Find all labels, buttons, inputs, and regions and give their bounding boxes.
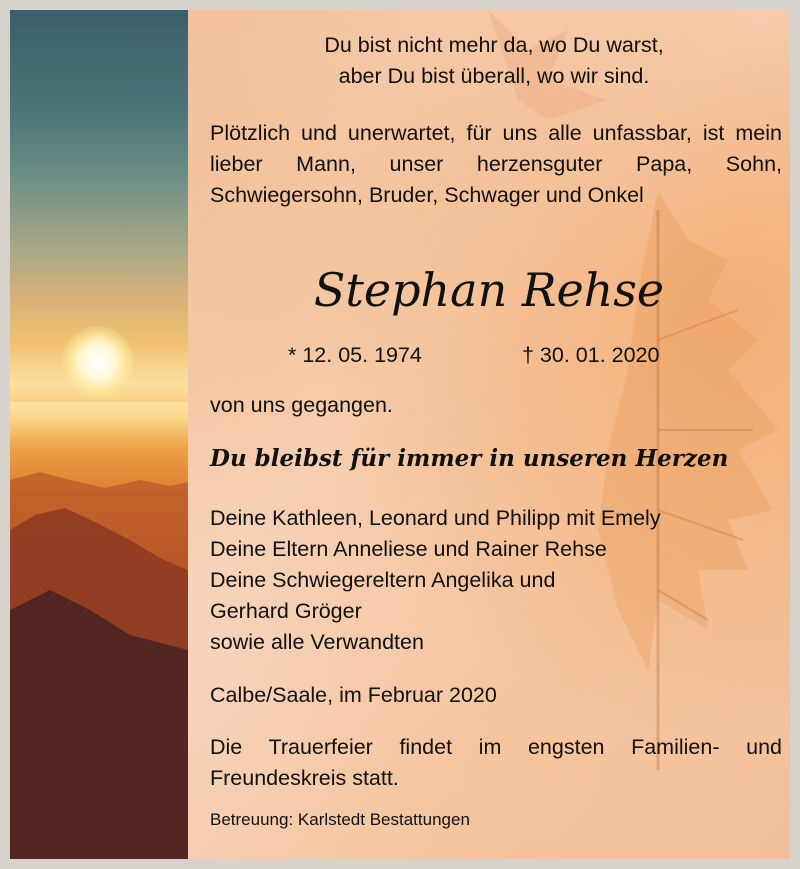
obituary-notice: [10, 10, 790, 859]
mourner-line: Gerhard Gröger: [210, 599, 362, 623]
funeral-service-note: Die Trauerfeier findet im engsten Familien- und Freundeskreis statt.: [210, 735, 782, 790]
deceased-name: Stephan Rehse: [313, 263, 665, 317]
intro-text: Plötzlich und unerwartet, für uns alle unfassbar, ist mein lieber Mann, unser herzensguter Papa, Sohn, Schwiegersohn, Bruder, Schwager und Onkel: [210, 121, 782, 207]
notice-content: [188, 10, 790, 859]
funeral-home-credit: Betreuung: Karlstedt Bestattungen: [210, 810, 470, 829]
memorial-quote: Du bleibst für immer in unseren Herzen: [210, 445, 729, 472]
mourners-list: [210, 503, 661, 658]
motto: [218, 30, 770, 92]
place-date: Calbe/Saale, im Februar 2020: [210, 683, 497, 707]
death-date: † 30. 01. 2020: [522, 343, 660, 367]
mourner-line: Deine Eltern Anneliese und Rainer Rehse: [210, 537, 607, 561]
mourner-line: Deine Kathleen, Leonard und Philipp mit Emely: [210, 506, 661, 530]
sunset-photo: [10, 10, 188, 859]
motto-line: Du bist nicht mehr da, wo Du warst,: [324, 33, 664, 57]
motto-line: aber Du bist überall, wo wir sind.: [338, 64, 650, 88]
mountain-silhouette: [10, 10, 188, 859]
passed-text: von uns gegangen.: [210, 393, 393, 417]
mourner-line: sowie alle Verwandten: [210, 630, 424, 654]
mourner-line: Deine Schwiegereltern Angelika und: [210, 568, 556, 592]
birth-date: * 12. 05. 1974: [288, 343, 422, 367]
